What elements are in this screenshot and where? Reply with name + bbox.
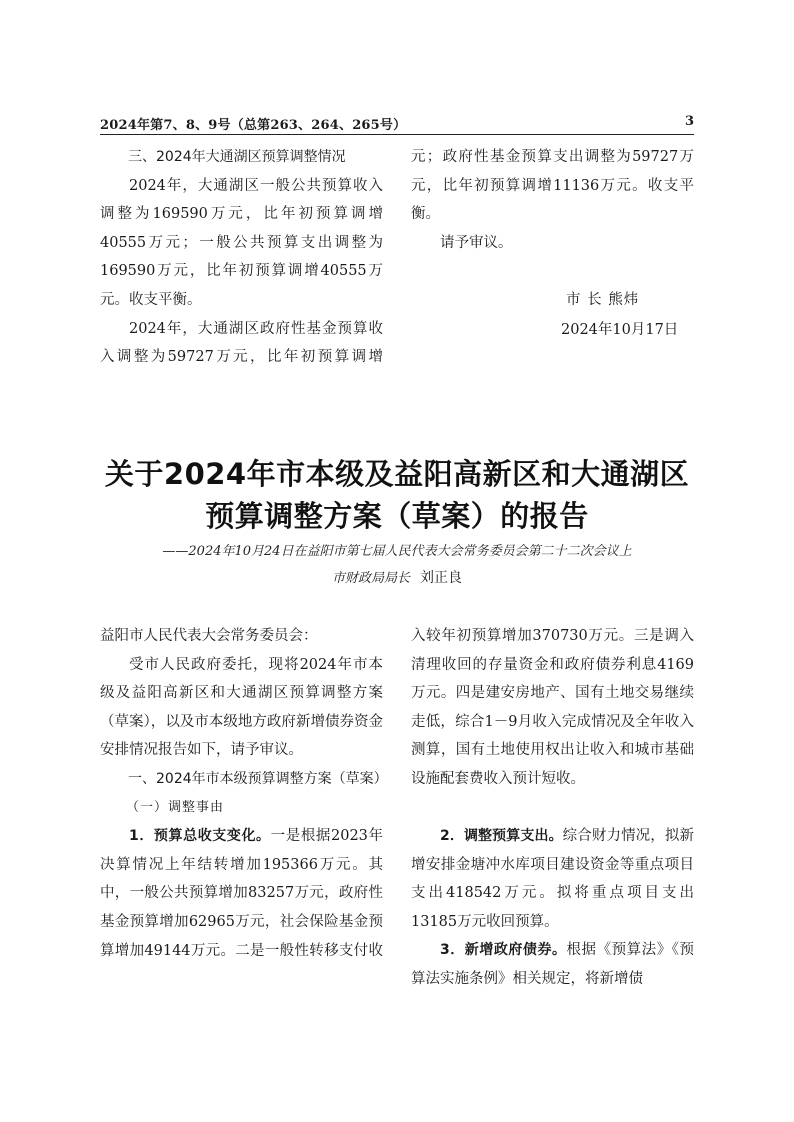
paragraph (100, 315, 383, 372)
paragraph-text: 元；政府性基金预算支出调整为59727万元，比年初预算调增11136万元。收支平衡。 (411, 149, 694, 223)
paragraph-continuation (411, 143, 694, 229)
paragraph (411, 822, 694, 936)
item-lead: 2．调整预算支出。 (440, 828, 563, 844)
subsection-heading: （一）调整事由 (126, 799, 225, 815)
signature-date: 2024年10月17日 (561, 322, 679, 338)
paragraph-text: 2024年，大通湖区政府性基金预算收入调整为59727万元，比年初预算调增 (100, 320, 383, 366)
item-text: 入较年初预算增加370730万元。三是调入清理收回的存量资金和政府债券利息4169万元。四是建安房地产、国有土地交易继续走低，综合1－9月收入完成情况及全年收入测算，国有土地使用权出让收入和城市基础设施配套费收入预计短收。 (411, 627, 694, 787)
author-role: 市财政局局长 (331, 571, 410, 586)
author-name: 刘正良 (420, 570, 462, 586)
paragraph-continuation (411, 622, 694, 822)
header-rule (100, 134, 694, 135)
item-lead: 3．新增政府债券。 (440, 942, 567, 959)
paragraph: 受市人民政府委托，现将2024年市本级及益阳高新区和大通湖区预算调整方案（草案），以及市本级地方政府新增债券资金安排情况报告如下，请予审议。 (100, 656, 383, 759)
section-heading: 三、2024年大通湖区预算调整情况 (128, 149, 346, 165)
salutation: 益阳市人民代表大会常务委员会： (100, 628, 318, 644)
body-right-column (411, 622, 694, 994)
paragraph (411, 936, 694, 993)
issue-label: 2024年第7、8、9号（总第263、264、265号） (100, 118, 407, 133)
running-header (100, 114, 694, 134)
closing: 请予审议。 (440, 235, 513, 251)
report-title-line1: 关于2024年市本级及益阳高新区和大通湖区 (104, 457, 690, 491)
paragraph: 2024年，大通湖区一般公共预算收入调整为169590万元，比年初预算调增40555万元；一般公共预算支出调整为169590万元，比年初预算调增40555万元。收支平衡。 (100, 177, 383, 308)
top-right-column (411, 143, 694, 258)
item-text-continued (411, 622, 694, 794)
report-byline (60, 567, 734, 587)
signature: 市 长 熊炜 (566, 292, 640, 308)
report-title-line2: 预算调整方案（草案）的报告 (205, 499, 589, 533)
top-left-column (100, 143, 383, 372)
page-number: 3 (684, 114, 694, 129)
item-lead: 1．预算总收支变化。 (129, 828, 271, 845)
item-text: 一是根据2023年决算情况上年结转增加195366万元。其中，一般公共预算增加83257万元，政府性基金预算增加62965万元，社会保险基金预算增加49144万元。二是一般性转移支付收 (100, 828, 383, 959)
paragraph (100, 822, 383, 965)
section-heading: 一、2024年市本级预算调整方案（草案） (128, 770, 388, 787)
item-text: 根据《预算法》《预算法实施条例》相关规定，将新增债 (411, 942, 695, 987)
body-left-column (100, 622, 388, 965)
report-subtitle: ——2024年10月24日在益阳市第七届人民代表大会常务委员会第二十二次会议上 (162, 544, 632, 559)
item-text: 综合财力情况，拟新增安排金塘冲水库项目建设资金等重点项目支出418542万元。拟将重点项目支出13185万元收回预算。 (411, 828, 694, 930)
